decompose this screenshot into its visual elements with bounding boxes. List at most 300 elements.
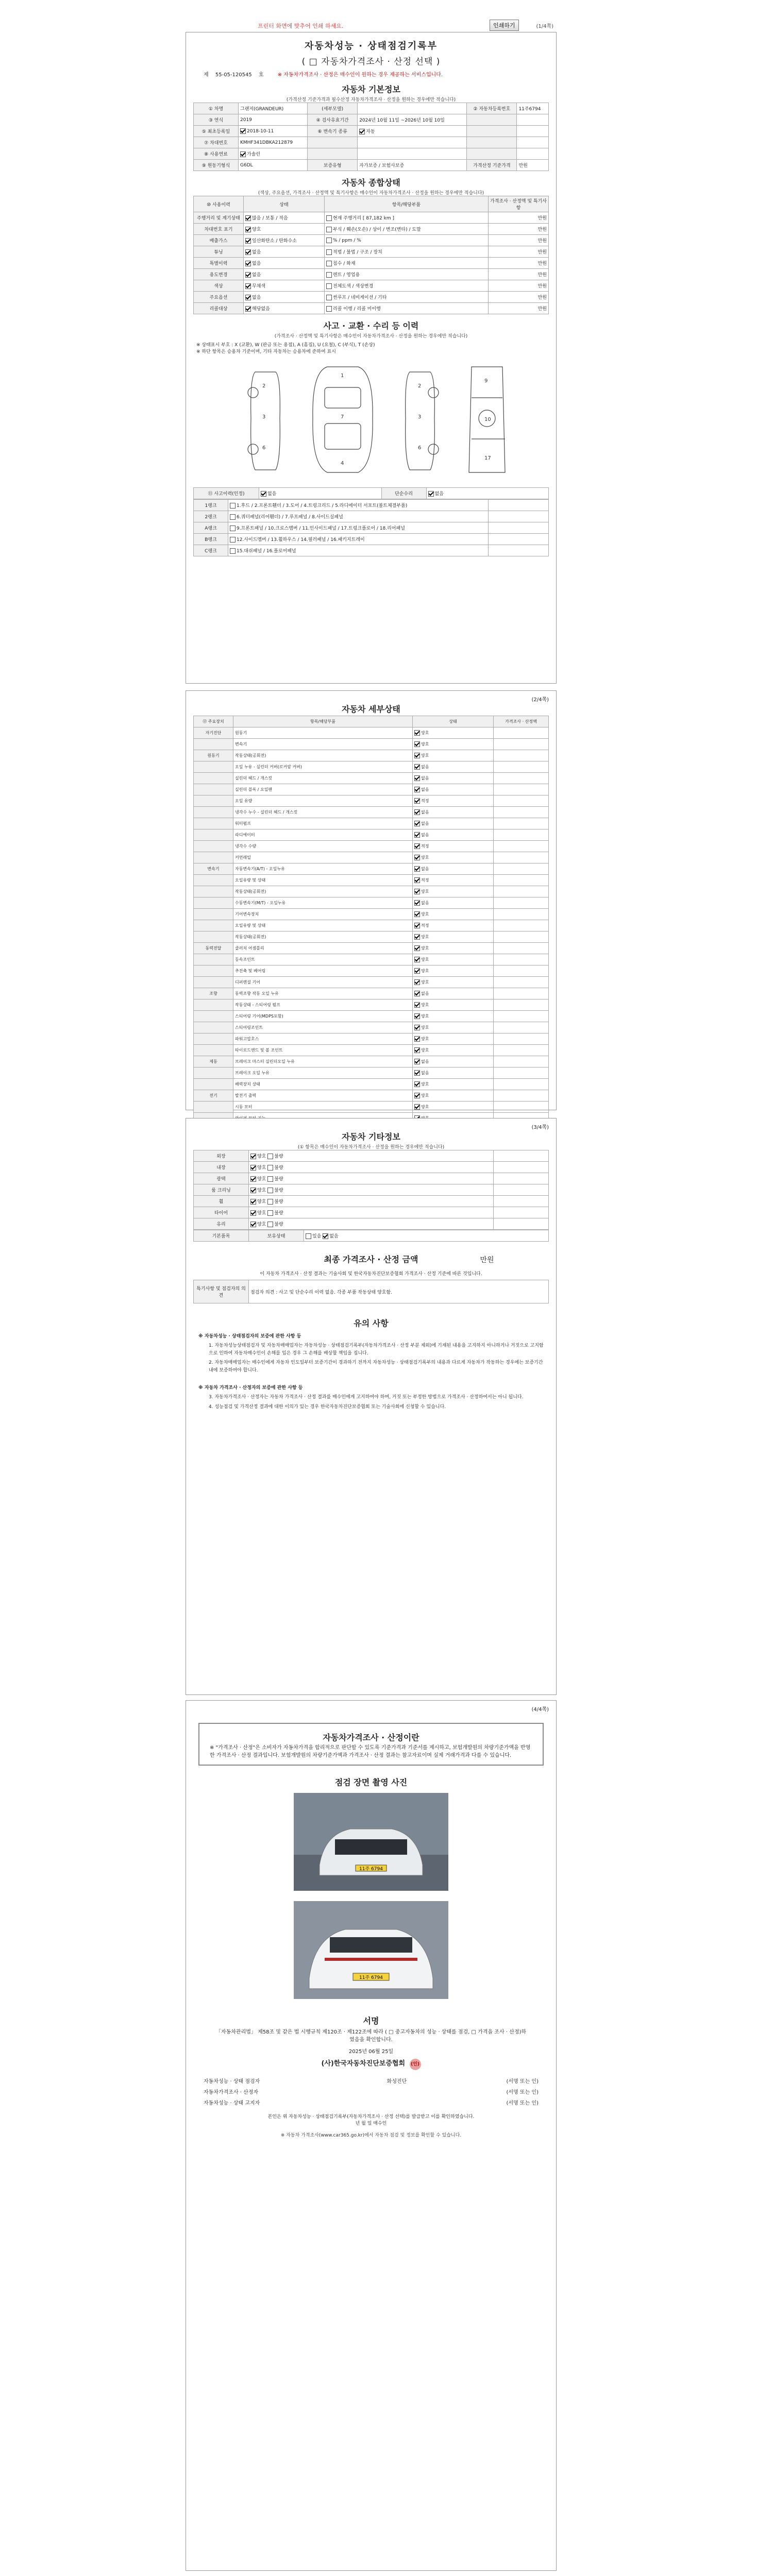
detail-price [494,1079,549,1090]
detail-state [413,1011,494,1022]
checkbox[interactable] [261,491,266,497]
checkbox[interactable] [240,151,246,157]
accident-title: 사고 · 교환 · 수리 등 이력 [323,321,419,331]
price-note: 이 자동차 가격조사 · 산정 결과는 기술사회 및 한국자동차진단보증협회 가격조사 · 산정 기준에 따른 것입니다. [260,1272,482,1277]
accident-legend-2: ※ 하단 항목은 승용차 기준이며, 기타 자동차는 승용차에 준하여 표시 [196,349,336,354]
status-header: ⑩ 사용이력 [194,196,244,212]
other-state-text: 양호 [257,1222,266,1227]
basic-key-3: 가격산정 기준가격 [467,160,517,171]
checkbox[interactable] [414,1013,420,1019]
accident-value [259,488,382,499]
checkbox[interactable] [267,1199,273,1205]
detail-price [494,739,549,750]
page-3 [186,1118,557,1695]
notice-p1: 1. 자동차성능상태점검자 및 자동차매매업자는 자동차성능 · 상태점검기록부(자동차가격조사 · 산정 부분 제외)에 기재된 내용을 고지하지 아니하거나 거짓으로 고지함으로 인하여 자동차매수인이 손해를 입은 경우 그 손해를 배상할 책임을 집니다. [209,1343,544,1356]
detail-price [494,943,549,954]
detail-state-text: 양호 [421,1048,429,1053]
signature-name [317,2088,477,2095]
detail-price [494,875,549,886]
checkbox[interactable] [414,1104,420,1110]
status-key: 주행거리 및 계기상태 [194,212,244,224]
repair-value [426,488,549,499]
checkbox[interactable] [414,979,420,985]
other-state [249,1196,494,1207]
checkbox[interactable] [267,1176,273,1182]
rank-price [489,522,549,534]
page-number-3: (3/4쪽) [531,1125,549,1130]
checkbox[interactable] [245,283,251,289]
checkbox[interactable] [414,877,420,883]
detail-state-text: 양호 [421,1082,429,1087]
basic-value-3 [517,114,549,126]
checkbox[interactable] [326,261,332,266]
other-key: 내장 [194,1162,249,1173]
detail-price [494,773,549,784]
checkbox[interactable] [414,753,420,758]
checkbox[interactable] [326,249,332,255]
basic-value-3 [517,148,549,160]
detail-state-text: 적정 [421,799,429,803]
other-state-text: 양호 [257,1154,266,1159]
checkbox[interactable] [414,809,420,815]
checkbox[interactable] [245,295,251,300]
checkbox[interactable] [326,215,332,221]
detail-row [194,897,549,909]
notice-body [193,1330,549,1416]
basic-info-row [194,148,549,160]
detail-group [194,931,233,943]
detail-price [494,784,549,795]
checkbox[interactable] [414,1036,420,1042]
checkbox[interactable] [250,1188,256,1193]
detail-row [194,977,549,988]
checkbox[interactable] [326,295,332,300]
detail-row [194,875,549,886]
status-item [325,212,489,224]
checkbox[interactable] [414,843,420,849]
detail-item: 작동상태(공회전) [233,750,413,761]
detail-item: 오일유량 및 상태 [233,920,413,931]
detail-group: 원동기 [194,750,233,761]
status-row [194,292,549,303]
checkbox[interactable] [230,514,236,520]
signature-law: 「자동차관리법」 제58조 및 같은 법 시행규칙 제120조 · 제122조에 따라 ( □ 중고자동차의 성능 · 상태를 점검, □ 가격을 조사 · 산정)하였음을 확인합니다. [215,2029,527,2043]
basic-key: ⑦ 차대번호 [194,137,239,148]
checkbox[interactable] [414,945,420,951]
inspector-table [193,1280,549,1303]
signature-title: 서명 [363,2016,379,2026]
status-state-text: 해당없음 [252,307,270,312]
other-table [193,1150,549,1230]
detail-group [194,886,233,897]
notice-head-2: ※ 자동차 가격조사 · 산정자의 보증에 관한 사항 등 [198,1385,303,1391]
detail-item: 변속기 [233,739,413,750]
svg-text:4: 4 [341,461,344,466]
basic-info-row [194,137,549,148]
other-row [194,1218,549,1230]
checkbox[interactable] [245,272,251,278]
status-item-text: 적법 / 불법 / 구조 / 장치 [333,250,382,255]
checkbox[interactable] [245,238,251,244]
basic-value-2 [358,137,467,148]
detail-row [194,965,549,977]
detail-item: 기어변속장치 [233,909,413,920]
basic-info-table [193,103,549,171]
rank-row [194,545,549,556]
checkbox[interactable] [414,775,420,781]
detail-state [413,943,494,954]
number-suffix: 호 [258,72,264,78]
photos-title: 점검 장면 촬영 사진 [334,1777,408,1787]
checkbox[interactable] [414,1093,420,1098]
other-price [494,1196,549,1207]
checkbox[interactable] [414,741,420,747]
detail-state [413,761,494,773]
detail-header: 가격조사 · 산정액 [494,716,549,727]
detail-group [194,807,233,818]
checkbox[interactable] [414,900,420,906]
signature-company [193,2058,549,2070]
checkbox[interactable] [250,1222,256,1227]
signature-role: 자동차가격조사 · 산정자 [204,2090,259,2095]
checkbox[interactable] [230,526,236,531]
detail-price [494,931,549,943]
detail-state [413,852,494,863]
status-note: (색상, 주요옵션, 가격조사 · 산정액 및 특기사항은 매수인이 자동차가격조사 · 산정을 원하는 경우에만 적습니다) [258,191,484,196]
detail-group [194,1067,233,1079]
detail-group [194,1011,233,1022]
checkbox[interactable] [414,957,420,962]
detail-row [194,1033,549,1045]
detail-price [494,1101,549,1113]
basic-key-3: ② 자동차등록번호 [467,103,517,114]
other-state-text: 양호 [257,1211,266,1216]
checkbox[interactable] [250,1199,256,1205]
basic-value-2 [358,148,467,160]
detail-state [413,909,494,920]
status-state [244,224,325,235]
detail-price [494,841,549,852]
detail-state [413,773,494,784]
checkbox[interactable] [245,227,251,232]
basic-value [239,160,308,171]
status-state-text: 없음 [252,261,261,266]
checkbox[interactable] [323,1233,328,1239]
checkbox[interactable] [326,283,332,289]
basic-info-row [194,126,549,137]
detail-state [413,954,494,965]
basic-value-3 [517,126,549,137]
checkbox[interactable] [414,889,420,894]
basic-items-status: 보유상태 [249,1230,304,1242]
status-header: 상태 [244,196,325,212]
rank-parts-text: 9.프론트패널 / 10.크로스멤버 / 11.인사이드패널 / 17.트렁크플로어 / 18.리어패널 [237,526,405,531]
detail-price [494,807,549,818]
detail-item: 타이로드엔드 및 볼 조인트 [233,1045,413,1056]
detail-state [413,999,494,1011]
other-state-text: 불량 [274,1222,283,1227]
checkbox[interactable] [245,215,251,221]
other-state-text: 양호 [257,1199,266,1205]
detail-state [413,863,494,875]
plate-text-2: 11주 6794 [359,1975,383,1980]
signature-role: 자동차성능 · 상태 점검자 [204,2079,260,2084]
detail-item: 발전기 출력 [233,1090,413,1101]
checkbox[interactable] [230,548,236,554]
price-title: 최종 가격조사 · 산정 금액 [324,1255,418,1264]
detail-state-text: 양호 [421,1037,429,1041]
detail-state [413,1033,494,1045]
detail-row [194,1101,549,1113]
status-header: 가격조사 · 산정액 및 특기사항 [489,196,549,212]
checkbox[interactable] [240,128,246,134]
detail-item: 오일 유량 [233,795,413,807]
checkbox[interactable] [414,764,420,770]
basic-key: ③ 연식 [194,114,239,126]
detail-price [494,1090,549,1101]
other-row [194,1162,549,1173]
checkbox[interactable] [306,1233,311,1239]
checkbox[interactable] [267,1210,273,1216]
detail-group [194,897,233,909]
detail-item: 실린더 헤드 / 개스킷 [233,773,413,784]
checkbox[interactable] [428,491,434,497]
basic-items-table [193,1230,549,1242]
rank-parts-text: 1.후드 / 2.프론트휀더 / 3.도어 / 4.트렁크리드 / 5.라디에이터 서포트(볼트체결부품) [237,503,408,509]
detail-row [194,909,549,920]
car-diagram-svg [193,357,549,485]
notice-head-1: ※ 자동차성능 · 상태점검자의 보증에 관한 사항 등 [198,1334,301,1339]
status-row [194,303,549,314]
detail-item: 추진축 및 베어링 [233,965,413,977]
detail-item: 자동변속기(A/T) - 오일누유 [233,863,413,875]
detail-state [413,886,494,897]
status-state [244,258,325,269]
detail-group: 자기진단 [194,727,233,739]
checkbox[interactable] [230,503,236,509]
basic-value-text: 2018-10-11 [247,129,274,134]
checkbox[interactable] [267,1154,273,1159]
notice-p2: 2. 자동차매매업자는 매수인에게 자동차 인도일부터 보증기간이 경과하기 전까지 자동차성능 · 상태점검기록부의 내용과 다르게 자동차가 작동하는 경우에는 보증기간 내에 보증하여야 합니다. [209,1360,543,1373]
inspector-label: 특기사항 및 점검자의 의견 [194,1280,249,1303]
signature-role: 자동차성능 · 상태 고지자 [204,2100,260,2106]
checkbox[interactable] [326,238,332,243]
checkbox[interactable] [414,855,420,860]
status-title: 자동차 종합상태 [342,178,400,188]
checkbox[interactable] [414,968,420,974]
status-item [325,269,489,280]
basic-value-2 [358,103,467,114]
notice-p4: 4. 성능점검 및 가격산정 결과에 대한 이의가 있는 경우 한국자동차진단보증협회 또는 기술사회에 신청할 수 있습니다. [209,1404,446,1410]
detail-price [494,920,549,931]
guide-text: ※ "가격조사 · 산정"은 소비자가 자동차가격을 합리적으로 판단할 수 있도록 기준가격과 기준서를 제시하고, 보험개발원의 차량기준가액을 반영한 가격조사 · 산정 결과입니다. 보험개발원의 차량기준가액과 가격조사 · 산정 결과는 참고자료이며 실제 거래가격과 다를 수 있습니다. [210,1745,531,1758]
status-key: 특별이력 [194,258,244,269]
detail-header-row [194,716,549,727]
document-number-row [204,70,549,78]
basic-info-row [194,114,549,126]
checkbox[interactable] [414,1059,420,1064]
checkbox[interactable] [414,923,420,928]
status-key: 주요옵션 [194,292,244,303]
svg-text:2: 2 [418,383,422,389]
status-row [194,269,549,280]
checkbox[interactable] [326,272,332,278]
detail-row [194,886,549,897]
detail-group [194,1022,233,1033]
status-row [194,246,549,258]
rank-row [194,534,549,545]
other-price [494,1207,549,1218]
detail-state-text: 없음 [421,867,429,871]
other-price [494,1150,549,1162]
detail-state-text: 없음 [421,821,429,826]
status-state [244,269,325,280]
status-item-text: 썬루프 / 네비게이션 / 기타 [333,295,387,300]
status-item-text: 현재 주행거리 [ 87,182 km ] [333,216,394,221]
status-key: 리콜대상 [194,303,244,314]
detail-state-text: 양호 [421,753,429,758]
detail-state-text: 양호 [421,935,429,939]
checkbox[interactable] [414,1025,420,1030]
status-item-text: 리콜 이행 / 리콜 미이행 [333,307,381,312]
detail-price [494,977,549,988]
inspector-text: 점검자 의견 : 사고 및 단순수리 이력 없음. 각종 부품 작동상태 양호함. [249,1280,549,1303]
accident-legend: ※ 상태표시 부호 : X (교환), W (판금 또는 용접), A (흠집), U (요철), C (부식), T (손상) [196,343,375,348]
detail-row [194,1011,549,1022]
status-header: 항목/해당부품 [325,196,489,212]
checkbox[interactable] [414,866,420,872]
checkbox[interactable] [326,306,332,312]
checkbox[interactable] [414,1070,420,1076]
detail-state-text: 양호 [421,889,429,894]
checkbox[interactable] [414,934,420,940]
other-row [194,1150,549,1162]
checkbox[interactable] [267,1165,273,1171]
detail-item: 브레이크 오일 누유 [233,1067,413,1079]
car-diagram [193,357,549,485]
detail-price [494,829,549,841]
checkbox[interactable] [414,1081,420,1087]
status-row [194,212,549,224]
checkbox[interactable] [250,1154,256,1159]
detail-price [494,1045,549,1056]
checkbox[interactable] [414,1047,420,1053]
checkbox[interactable] [250,1165,256,1171]
rank-parts [228,534,489,545]
basic-key-2 [308,148,358,160]
detail-price [494,965,549,977]
basic-value-2 [358,114,467,126]
basic-key-2: 보증유형 [308,160,358,171]
checkbox[interactable] [245,306,251,312]
detail-group [194,1045,233,1056]
checkbox[interactable] [245,261,251,266]
detail-state-text: 없음 [421,776,429,781]
checkbox[interactable] [414,911,420,917]
rank-parts-text: 6.쿼터패널(리어휀더) / 7.루프패널 / 8.사이드실패널 [237,515,343,520]
checkbox[interactable] [267,1188,273,1193]
detail-price [494,1033,549,1045]
basic-value-text: KMHF341DBKA212879 [240,140,293,145]
detail-group [194,829,233,841]
status-state [244,280,325,292]
document-title: 자동차성능 · 상태점검기록부 [304,41,438,52]
status-state-text: 없음 [252,273,261,278]
checkbox[interactable] [359,129,365,134]
detail-price [494,795,549,807]
detail-state-text: 적정 [421,923,429,928]
status-row [194,224,549,235]
basic-value-3: 만원 [517,160,549,171]
detail-price [494,727,549,739]
checkbox[interactable] [250,1210,256,1216]
rank-parts [228,522,489,534]
detail-state-text: 없음 [421,901,429,905]
status-price: 만원 [489,224,549,235]
guide-title: 자동차가격조사 · 산정이란 [323,1733,419,1742]
signature-mark: (서명 또는 인) [506,2090,539,2095]
other-key: 광택 [194,1173,249,1184]
detail-group: 제동 [194,1056,233,1067]
detail-group [194,739,233,750]
detail-state [413,1045,494,1056]
detail-state-text: 양호 [421,1014,429,1019]
checkbox[interactable] [326,227,332,232]
detail-state-text: 양호 [421,969,429,973]
other-state-text: 불량 [274,1165,283,1171]
checkbox[interactable] [414,787,420,792]
status-state-text: 양호 [252,227,261,232]
page-number-4: (4/4쪽) [531,1707,549,1713]
svg-text:6: 6 [262,445,266,451]
checkbox[interactable] [250,1176,256,1182]
basic-value-2 [358,126,467,137]
checkbox[interactable] [414,1002,420,1008]
checkbox[interactable] [267,1222,273,1227]
checkbox[interactable] [230,537,236,543]
detail-state-text: 없음 [421,1059,429,1064]
checkbox[interactable] [414,991,420,996]
print-button[interactable]: 인쇄하기 [490,20,519,31]
basic-value-2-text: 자가보증 / 보험사보증 [359,163,405,168]
checkbox[interactable] [414,832,420,838]
basic-value-2-text: 2024년 10월 11일 ~2026년 10월 10일 [359,118,445,123]
rank-label: C랭크 [194,545,228,556]
checkbox[interactable] [245,249,251,255]
checkbox[interactable] [414,821,420,826]
status-state-text: 없음 [252,295,261,300]
signature-mark: (서명 또는 인) [506,2100,539,2106]
status-row [194,235,549,246]
rank-parts [228,500,489,511]
detail-state-text: 양호 [421,742,429,747]
detail-state-text: 양호 [421,1003,429,1007]
other-key: 유리 [194,1218,249,1230]
detail-state [413,965,494,977]
detail-state [413,988,494,999]
detail-price [494,909,549,920]
status-item-text: 전체도색 / 색상변경 [333,284,374,289]
detail-price [494,1011,549,1022]
signature-date: 2025년 06월 25일 [348,2049,394,2055]
status-item-text: % / ppm / % [333,238,361,243]
checkbox[interactable] [414,798,420,804]
rank-row [194,522,549,534]
checkbox[interactable] [414,730,420,736]
detail-state [413,1056,494,1067]
page-4 [186,1700,557,2571]
receipt-text: 본인은 위 자동차성능 · 상태점검기록부(자동차가격조사 · 산정 선택)를 발급받고 이를 확인하였습니다. [267,2114,475,2120]
